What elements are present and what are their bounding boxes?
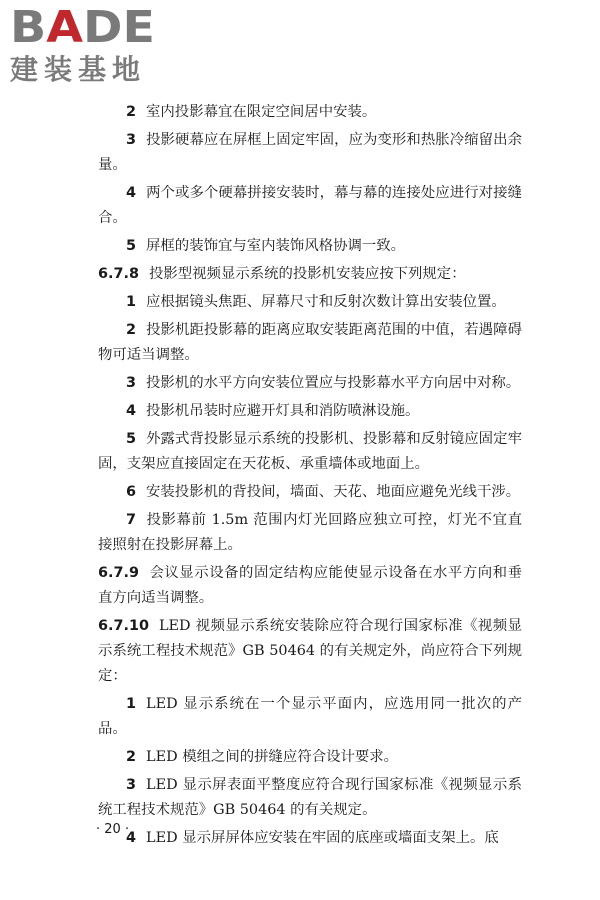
item-paragraph xyxy=(98,290,522,315)
clause-number: 6.7.10 xyxy=(98,618,149,634)
item-paragraph xyxy=(98,508,522,558)
paragraph-text: 投影型视频显示系统的投影机安装应按下列规定： xyxy=(148,266,466,282)
paragraph-text: 外露式背投影显示系统的投影机、投影幕和反射镜应固定牢固，支架应直接固定在天花板、承重墙体或地面上。 xyxy=(98,431,522,472)
item-number: 3 xyxy=(126,777,137,793)
item-number: 1 xyxy=(126,696,137,712)
paragraph-text: 室内投影幕宜在限定空间居中安装。 xyxy=(146,104,377,120)
paragraph-text: 投影机吊装时应避开灯具和消防喷淋设施。 xyxy=(146,403,420,419)
item-paragraph xyxy=(98,480,522,505)
paragraph-text: 投影机的水平方向安装位置应与投影幕水平方向居中对称。 xyxy=(146,375,521,391)
item-number: 4 xyxy=(126,830,137,846)
paragraph-text: 投影幕前 1.5m 范围内灯光回路应独立可控，灯光不宜直接照射在投影屏幕上。 xyxy=(98,512,522,553)
item-number: 4 xyxy=(126,403,137,419)
paragraph-text: 安装投影机的背投间，墙面、天花、地面应避免光线干涉。 xyxy=(146,484,521,500)
item-paragraph xyxy=(98,427,522,477)
item-paragraph xyxy=(98,371,522,396)
page-number: · 20 · xyxy=(96,822,130,837)
item-number: 2 xyxy=(126,749,137,765)
item-paragraph xyxy=(98,692,522,742)
item-paragraph xyxy=(98,100,522,125)
paragraph-text: 会议显示设备的固定结构应能使显示设备在水平方向和垂直方向适当调整。 xyxy=(98,565,522,606)
logo-wordmark: BADE xyxy=(10,2,155,53)
logo-cjk-text: 建装基地 xyxy=(10,53,147,86)
item-number: 5 xyxy=(126,238,137,254)
paragraph-text: LED 显示系统在一个显示平面内，应选用同一批次的产品。 xyxy=(98,696,522,737)
document-body xyxy=(98,100,522,854)
paragraph-text: LED 模组之间的拼缝应符合设计要求。 xyxy=(146,749,399,765)
item-paragraph xyxy=(98,181,522,231)
paragraph-text: 两个或多个硬幕拼接安装时，幕与幕的连接处应进行对接缝合。 xyxy=(98,185,522,226)
bade-logo xyxy=(10,4,180,96)
item-paragraph xyxy=(98,318,522,368)
item-paragraph xyxy=(98,745,522,770)
item-number: 1 xyxy=(126,294,137,310)
paragraph-text: LED 显示屏屏体应安装在牢固的底座或墙面支架上。底 xyxy=(146,830,499,846)
item-paragraph xyxy=(98,773,522,823)
item-number: 6 xyxy=(126,484,137,500)
paragraph-text: 应根据镜头焦距、屏幕尺寸和反射次数计算出安装位置。 xyxy=(146,294,506,310)
item-paragraph xyxy=(98,128,522,178)
clause-number: 6.7.8 xyxy=(98,266,139,282)
paragraph-text: 屏框的装饰宜与室内装饰风格协调一致。 xyxy=(146,238,406,254)
paragraph-text: LED 显示屏表面平整度应符合现行国家标准《视频显示系统工程技术规范》GB 50464 的有关规定。 xyxy=(98,777,522,818)
item-number: 2 xyxy=(126,322,137,338)
paragraph-text: 投影硬幕应在屏框上固定牢固，应为变形和热胀冷缩留出余量。 xyxy=(98,132,522,173)
item-number: 5 xyxy=(126,431,137,447)
clause-paragraph xyxy=(98,262,522,287)
item-number: 2 xyxy=(126,104,137,120)
item-paragraph xyxy=(98,399,522,424)
item-number: 3 xyxy=(126,375,137,391)
item-number: 4 xyxy=(126,185,137,201)
paragraph-text: LED 视频显示系统安装除应符合现行国家标准《视频显示系统工程技术规范》GB 50464 的有关规定外，尚应符合下列规定： xyxy=(98,618,522,684)
item-number: 3 xyxy=(126,132,137,148)
clause-number: 6.7.9 xyxy=(98,565,139,581)
clause-paragraph xyxy=(98,614,522,689)
item-number: 7 xyxy=(126,512,137,528)
item-paragraph xyxy=(98,826,522,851)
paragraph-text: 投影机距投影幕的距离应取安装距离范围的中值，若遇障碍物可适当调整。 xyxy=(98,322,522,363)
clause-paragraph xyxy=(98,561,522,611)
item-paragraph xyxy=(98,234,522,259)
